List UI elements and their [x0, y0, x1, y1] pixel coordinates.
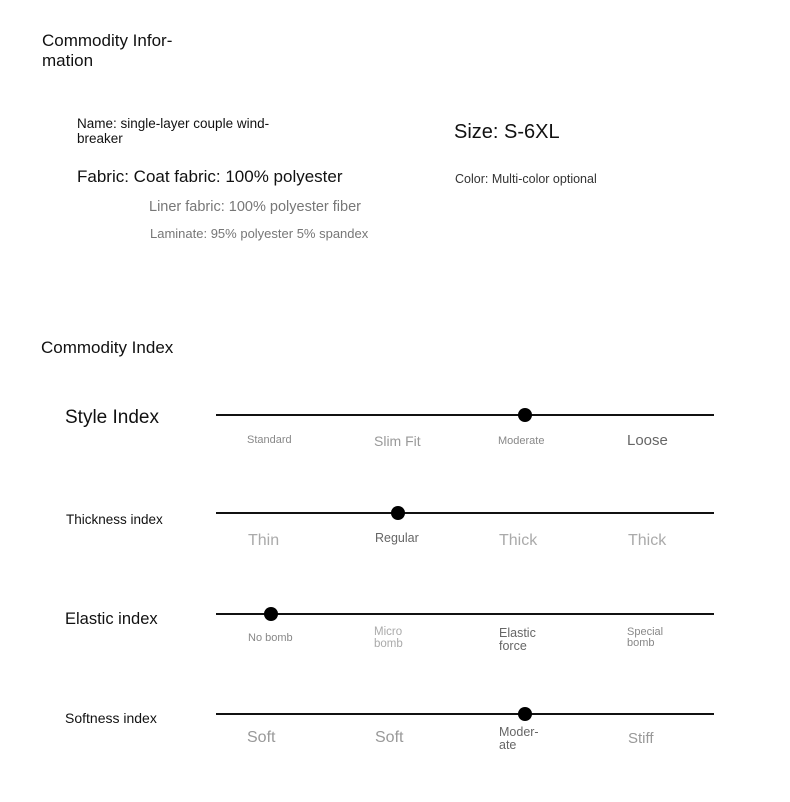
elastic-index-tick-special-bomb: Special bomb — [627, 626, 664, 649]
softness-index-scale-line — [216, 713, 714, 715]
thickness-index-label: Thickness index — [66, 512, 163, 527]
color-info: Color: Multi-color optional — [455, 172, 597, 186]
softness-index-tick-soft-2: Soft — [375, 729, 404, 746]
thickness-index-tick-regular: Regular — [375, 531, 419, 545]
style-index-scale-line — [216, 414, 714, 416]
elastic-index-label: Elastic index — [65, 610, 158, 628]
commodity-index-title: Commodity Index — [41, 338, 174, 357]
elastic-index-scale-line — [216, 613, 714, 615]
softness-index-tick-soft: Soft — [247, 729, 276, 746]
elastic-index-marker — [264, 607, 278, 621]
style-index-tick-moderate: Moderate — [498, 435, 545, 447]
softness-index-tick-moderate: Moder- ate — [499, 725, 539, 752]
softness-index-tick-stiff: Stiff — [628, 730, 654, 747]
elastic-index-tick-elastic-force: Elastic force — [499, 626, 536, 653]
style-index-marker — [518, 408, 532, 422]
thickness-index-tick-thin: Thin — [248, 532, 280, 549]
style-index-tick-standard: Standard — [247, 434, 292, 446]
elastic-index-tick-no-bomb: No bomb — [248, 632, 293, 644]
product-name: Name: single-layer couple wind- breaker — [77, 116, 270, 146]
thickness-index-marker — [391, 506, 405, 520]
elastic-index-tick-micro-bomb: Micro bomb — [374, 626, 403, 650]
laminate-info: Laminate: 95% polyester 5% spandex — [150, 226, 369, 241]
style-index-label: Style Index — [65, 407, 159, 428]
softness-index-marker — [518, 707, 532, 721]
softness-index-label: Softness index — [65, 710, 157, 726]
style-index-tick-loose: Loose — [627, 432, 668, 449]
commodity-information-title: Commodity Infor- mation — [42, 31, 173, 70]
thickness-index-tick-thick: Thick — [499, 532, 538, 549]
thickness-index-scale-line — [216, 512, 714, 514]
style-index-tick-slim-fit: Slim Fit — [374, 433, 421, 449]
thickness-index-tick-thick-2: Thick — [628, 532, 667, 549]
fabric-info: Fabric: Coat fabric: 100% polyester — [77, 167, 343, 186]
liner-info: Liner fabric: 100% polyester fiber — [149, 199, 361, 215]
size-info: Size: S-6XL — [454, 121, 560, 143]
